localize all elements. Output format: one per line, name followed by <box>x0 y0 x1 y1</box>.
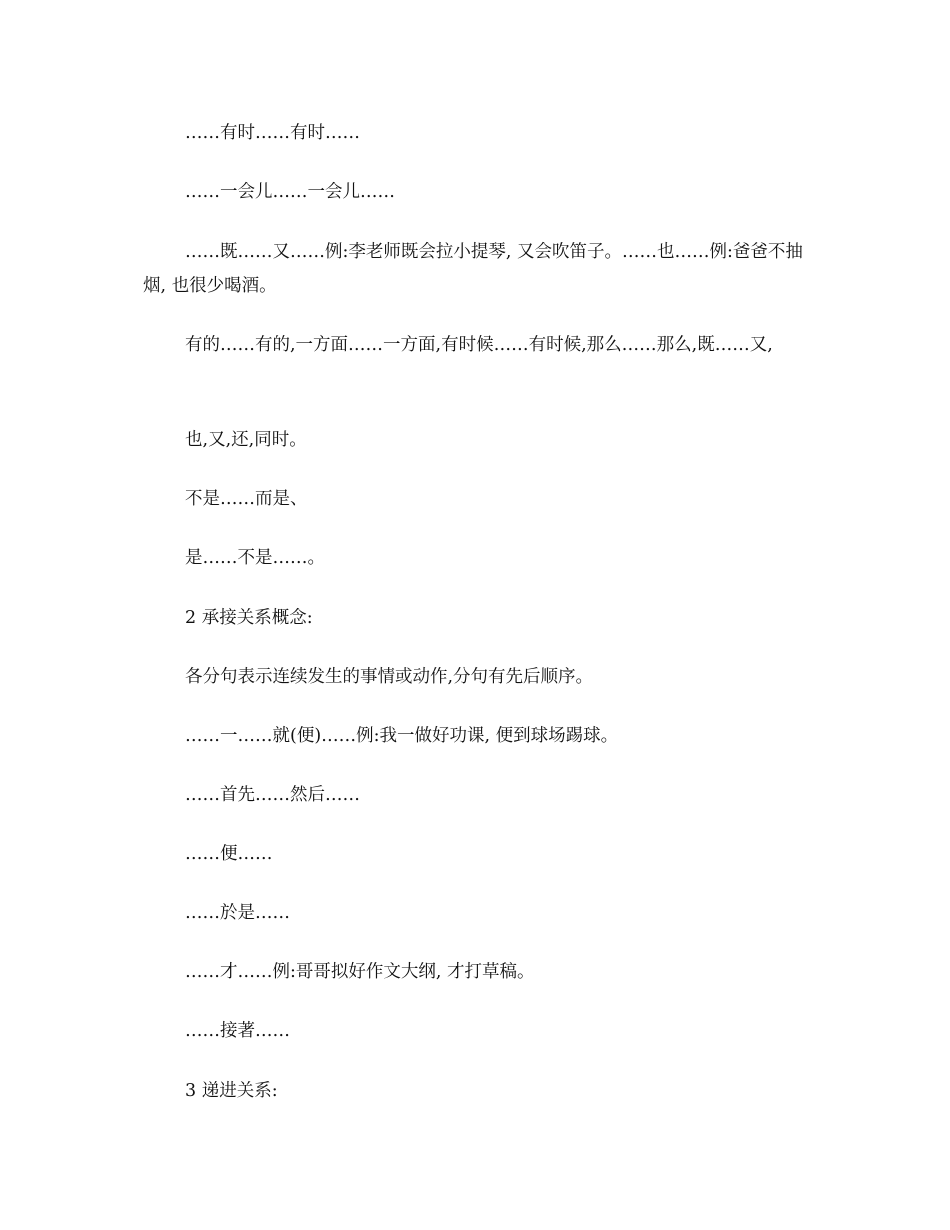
paragraph-yi-jiu-example: ……一……就(便)……例:我一做好功课, 便到球场踢球。 <box>185 726 619 746</box>
section-heading-chengjie: 2 承接关系概念: <box>185 608 313 628</box>
paragraph-jiezhe: ……接著…… <box>185 1021 290 1041</box>
paragraph-bushi-ershi: 不是……而是、 <box>185 489 308 509</box>
paragraph-ye-you-hai: 也,又,还,同时。 <box>185 430 307 450</box>
paragraph-bian: ……便…… <box>185 844 273 864</box>
paragraph-cai-example: ……才……例:哥哥拟好作文大纲, 才打草稿。 <box>185 962 535 982</box>
paragraph-shi-bushi: 是……不是……。 <box>185 548 325 568</box>
paragraph-shouxian-ranhou: ……首先……然后…… <box>185 785 360 805</box>
paragraph-yushi: ……於是…… <box>185 903 290 923</box>
paragraph-ji-you-example: ……既……又……例:李老师既会拉小提琴, 又会吹笛子。……也……例:爸爸不抽烟, 也很少喝酒。 <box>143 242 803 296</box>
paragraph-chengjie-definition: 各分句表示连续发生的事情或动作,分句有先后顺序。 <box>185 667 594 687</box>
paragraph-yihuier: ……一会儿……一会儿…… <box>185 182 395 202</box>
paragraph-parallel-words: 有的……有的,一方面……一方面,有时候……有时候,那么……那么,既……又, <box>185 335 773 355</box>
section-heading-dijin: 3 递进关系: <box>185 1081 278 1101</box>
paragraph-youshi: ……有时……有时…… <box>185 123 360 143</box>
